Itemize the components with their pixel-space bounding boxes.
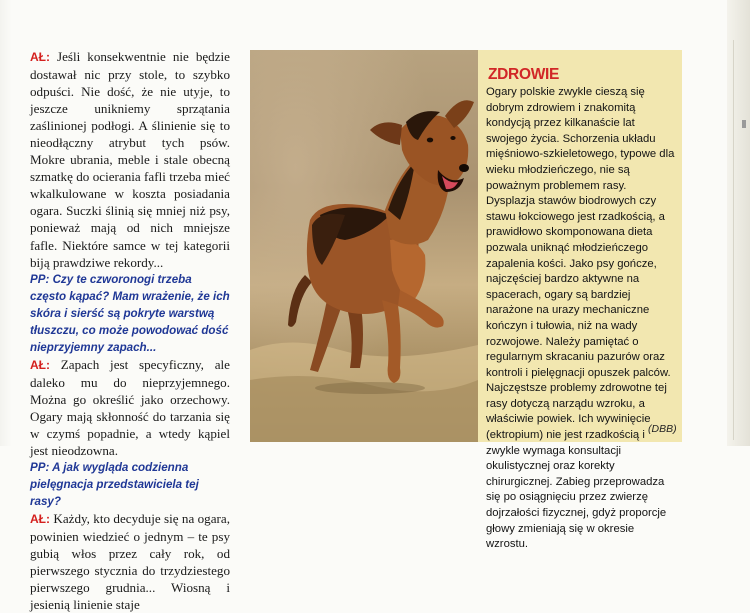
question-paragraph	[30, 271, 230, 356]
answer-speaker-label: AŁ:	[30, 511, 50, 526]
page-edge	[727, 0, 750, 446]
answer-text: Każdy, kto decyduje się na ogara, powinien wiedzieć o jednym – te psy gubią włos przez cały rok, od pierwszego stycznia do trzydziestego pierwszego grudnia... Wiosną i jesienią linienie staje	[30, 510, 230, 613]
question-text: A jak wygląda codzienna pielęgnacja przedstawiciela tej rasy?	[30, 460, 199, 508]
dog-photo-illustration	[250, 50, 478, 442]
dog-running-photo	[250, 50, 478, 442]
answer-paragraph	[30, 48, 230, 271]
answer-paragraph	[30, 510, 230, 613]
question-paragraph	[30, 459, 230, 510]
interview-column	[30, 48, 230, 613]
author-signature: (DBB)	[648, 423, 677, 435]
edge-mark	[742, 120, 746, 128]
answer-speaker-label: AŁ:	[30, 357, 50, 372]
sidebar-body	[486, 85, 676, 553]
answer-paragraph	[30, 356, 230, 459]
answer-speaker-label: AŁ:	[30, 50, 50, 64]
question-speaker-label: PP:	[30, 272, 50, 286]
sidebar-title: ZDROWIE	[488, 66, 560, 83]
question-text: Czy te czworonogi trzeba często kąpać? Mam wrażenie, że ich skóra i sierść są pokryte warstwą tłuszczu, co może powodować dość nieprzyjemny zapach...	[30, 272, 230, 354]
question-speaker-label: PP:	[30, 460, 50, 474]
sidebar-text: Ogary polskie zwykle cieszą się dobrym zdrowiem i znakomitą kondycją przez kilkanaście lat swojego życia. Schorzenia układu mięśniowo-szkieletowego, typowe dla wieku młodzieńczego, nie są poważnym problemem rasy. Dysplazja stawów biodrowych czy stawu łokciowego jest rzadkością, a prawidłowo skomponowana dieta pozwala uniknąć młodzieńczego zapalenia kości. Jako psy gończe, najczęściej bardzo aktywne na spacerach, ogary są bardziej narażone na urazy mechaniczne kończyn i tułowia, niż na wady rozwojowe. Należy pamiętać o regularnym skracaniu pazurów oraz kontroli i pielęgnacji opuszek palców. Najczęstsze problemy zdrowotne tej rasy dotyczą narządu wzroku, a właściwie powiek. Ich wywinięcie (ektropium) nie jest rzadkością i zwykle wymaga konsultacji okulistycznej oraz korekty chirurgicznej. Zabieg przeprowadza się po osiągnięciu przez zwierzę dojrzałości fizycznej, gdyż proporcje głowy zmieniają się w okresie wzrostu.	[486, 86, 675, 551]
answer-text: Jeśli konsekwentnie nie będzie dostawał nic przy stole, to szybko odpuści. Nie dość, że nie utyje, to jeszcze unikniemy sprzątania zaślinionej podłogi. A ślinienie się to nieodłączny atrybut tych psów. Mokre ubrania, meble i stale obecną szmatkę do ocierania fafli trzeba mieć wkalkulowane w koszta posiadania ogara. Suczki ślinią się mniej niż psy, ponieważ mają od nich mniejsze fafle. Niektóre samce w tej kategorii biją prawdziwe rekordy...	[30, 49, 230, 270]
page-fold-line	[733, 40, 734, 440]
answer-text: Zapach jest specyficzny, ale daleko mu do nieprzyjemnego. Można go określić jako orzechowy. Ogary mają skłonność do tarzania się w czymś popadnie, a wtedy kąpiel jest nieodzowna.	[30, 356, 230, 458]
